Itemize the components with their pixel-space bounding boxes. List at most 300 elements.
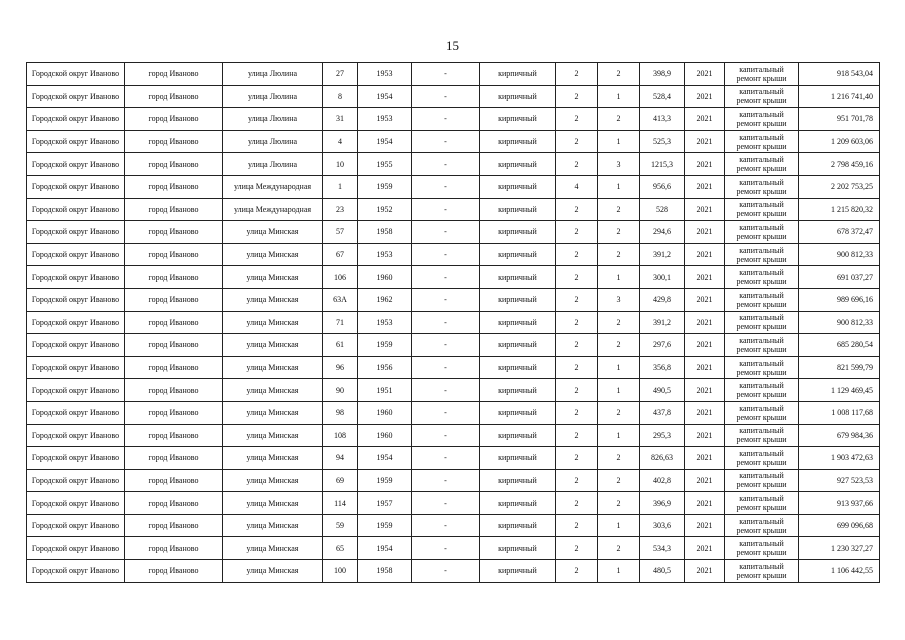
- cell-settlement: город Иваново: [125, 153, 223, 176]
- cell-settlement: город Иваново: [125, 334, 223, 357]
- cell-floors: 2: [556, 288, 598, 311]
- cell-municipality: Городской округ Иваново: [27, 514, 125, 537]
- cell-entrances: 1: [598, 514, 640, 537]
- cell-entrances: 1: [598, 560, 640, 583]
- cell-area: 480,5: [640, 560, 685, 583]
- cell-commission-year: -: [412, 379, 480, 402]
- cell-entrances: 2: [598, 108, 640, 131]
- cell-area: 534,3: [640, 537, 685, 560]
- cell-build-year: 1960: [358, 401, 412, 424]
- cell-municipality: Городской округ Иваново: [27, 492, 125, 515]
- cell-house-number: 71: [323, 311, 358, 334]
- cell-floors: 2: [556, 153, 598, 176]
- cell-cost: 913 937,66: [799, 492, 880, 515]
- cell-cost: 951 701,78: [799, 108, 880, 131]
- cell-street: улица Минская: [223, 221, 323, 244]
- cell-wall-material: кирпичный: [480, 356, 556, 379]
- cell-area: 398,9: [640, 63, 685, 86]
- cell-floors: 2: [556, 379, 598, 402]
- cell-cost: 1 209 603,06: [799, 130, 880, 153]
- cell-street: улица Минская: [223, 379, 323, 402]
- cell-cost: 989 696,16: [799, 288, 880, 311]
- cell-entrances: 1: [598, 266, 640, 289]
- cell-wall-material: кирпичный: [480, 379, 556, 402]
- cell-plan-year: 2021: [685, 356, 725, 379]
- cell-cost: 1 216 741,40: [799, 85, 880, 108]
- cell-street: улица Минская: [223, 537, 323, 560]
- cell-area: 391,2: [640, 311, 685, 334]
- cell-wall-material: кирпичный: [480, 108, 556, 131]
- table-row: [27, 334, 880, 357]
- cell-cost: 679 984,36: [799, 424, 880, 447]
- cell-commission-year: -: [412, 560, 480, 583]
- cell-municipality: Городской округ Иваново: [27, 311, 125, 334]
- cell-cost: 1 106 442,55: [799, 560, 880, 583]
- cell-commission-year: -: [412, 63, 480, 86]
- cell-municipality: Городской округ Иваново: [27, 63, 125, 86]
- cell-floors: 2: [556, 198, 598, 221]
- cell-street: улица Минская: [223, 334, 323, 357]
- table-row: [27, 221, 880, 244]
- cell-floors: 2: [556, 266, 598, 289]
- cell-floors: 2: [556, 63, 598, 86]
- cell-plan-year: 2021: [685, 175, 725, 198]
- cell-settlement: город Иваново: [125, 175, 223, 198]
- cell-plan-year: 2021: [685, 537, 725, 560]
- cell-street: улица Минская: [223, 266, 323, 289]
- cell-municipality: Городской округ Иваново: [27, 175, 125, 198]
- table-row: [27, 198, 880, 221]
- cell-cost: 2 798 459,16: [799, 153, 880, 176]
- table-row: [27, 469, 880, 492]
- cell-settlement: город Иваново: [125, 469, 223, 492]
- cell-municipality: Городской округ Иваново: [27, 469, 125, 492]
- cell-street: улица Люлина: [223, 130, 323, 153]
- cell-work-type: капитальный ремонт крыши: [725, 311, 799, 334]
- cell-plan-year: 2021: [685, 288, 725, 311]
- cell-municipality: Городской округ Иваново: [27, 560, 125, 583]
- cell-area: 490,5: [640, 379, 685, 402]
- cell-floors: 2: [556, 108, 598, 131]
- cell-wall-material: кирпичный: [480, 469, 556, 492]
- cell-street: улица Люлина: [223, 153, 323, 176]
- cell-municipality: Городской округ Иваново: [27, 243, 125, 266]
- cell-floors: 2: [556, 243, 598, 266]
- cell-wall-material: кирпичный: [480, 447, 556, 470]
- table-row: [27, 130, 880, 153]
- cell-municipality: Городской округ Иваново: [27, 447, 125, 470]
- cell-build-year: 1958: [358, 560, 412, 583]
- cell-floors: 2: [556, 311, 598, 334]
- cell-house-number: 65: [323, 537, 358, 560]
- cell-work-type: капитальный ремонт крыши: [725, 243, 799, 266]
- cell-commission-year: -: [412, 311, 480, 334]
- cell-work-type: капитальный ремонт крыши: [725, 447, 799, 470]
- cell-settlement: город Иваново: [125, 537, 223, 560]
- page-number: 15: [446, 38, 459, 53]
- cell-house-number: 1: [323, 175, 358, 198]
- cell-street: улица Минская: [223, 401, 323, 424]
- cell-build-year: 1962: [358, 288, 412, 311]
- cell-work-type: капитальный ремонт крыши: [725, 492, 799, 515]
- cell-work-type: капитальный ремонт крыши: [725, 356, 799, 379]
- cell-plan-year: 2021: [685, 130, 725, 153]
- cell-plan-year: 2021: [685, 221, 725, 244]
- cell-entrances: 2: [598, 243, 640, 266]
- cell-house-number: 67: [323, 243, 358, 266]
- cell-work-type: капитальный ремонт крыши: [725, 221, 799, 244]
- cell-entrances: 1: [598, 424, 640, 447]
- cell-work-type: капитальный ремонт крыши: [725, 153, 799, 176]
- cell-settlement: город Иваново: [125, 221, 223, 244]
- table-row: [27, 514, 880, 537]
- cell-street: улица Международная: [223, 175, 323, 198]
- cell-build-year: 1956: [358, 356, 412, 379]
- cell-area: 1215,3: [640, 153, 685, 176]
- cell-municipality: Городской округ Иваново: [27, 198, 125, 221]
- cell-cost: 918 543,04: [799, 63, 880, 86]
- cell-cost: 678 372,47: [799, 221, 880, 244]
- cell-floors: 4: [556, 175, 598, 198]
- cell-house-number: 100: [323, 560, 358, 583]
- cell-cost: 1 129 469,45: [799, 379, 880, 402]
- cell-settlement: город Иваново: [125, 130, 223, 153]
- cell-commission-year: -: [412, 243, 480, 266]
- cell-plan-year: 2021: [685, 424, 725, 447]
- cell-build-year: 1953: [358, 243, 412, 266]
- cell-entrances: 3: [598, 153, 640, 176]
- cell-plan-year: 2021: [685, 334, 725, 357]
- cell-area: 437,8: [640, 401, 685, 424]
- cell-floors: 2: [556, 514, 598, 537]
- cell-floors: 2: [556, 492, 598, 515]
- cell-street: улица Международная: [223, 198, 323, 221]
- cell-house-number: 106: [323, 266, 358, 289]
- cell-plan-year: 2021: [685, 266, 725, 289]
- cell-build-year: 1957: [358, 492, 412, 515]
- cell-settlement: город Иваново: [125, 266, 223, 289]
- cell-settlement: город Иваново: [125, 85, 223, 108]
- cell-settlement: город Иваново: [125, 401, 223, 424]
- cell-plan-year: 2021: [685, 63, 725, 86]
- cell-build-year: 1954: [358, 130, 412, 153]
- cell-house-number: 63А: [323, 288, 358, 311]
- cell-house-number: 27: [323, 63, 358, 86]
- cell-area: 396,9: [640, 492, 685, 515]
- cell-municipality: Городской округ Иваново: [27, 356, 125, 379]
- cell-entrances: 2: [598, 537, 640, 560]
- cell-wall-material: кирпичный: [480, 537, 556, 560]
- table-row: [27, 175, 880, 198]
- cell-entrances: 2: [598, 198, 640, 221]
- cell-plan-year: 2021: [685, 401, 725, 424]
- cell-house-number: 94: [323, 447, 358, 470]
- cell-cost: 685 280,54: [799, 334, 880, 357]
- cell-settlement: город Иваново: [125, 108, 223, 131]
- cell-municipality: Городской округ Иваново: [27, 153, 125, 176]
- cell-area: 528,4: [640, 85, 685, 108]
- cell-entrances: 2: [598, 469, 640, 492]
- cell-work-type: капитальный ремонт крыши: [725, 334, 799, 357]
- cell-commission-year: -: [412, 492, 480, 515]
- cell-house-number: 108: [323, 424, 358, 447]
- cell-street: улица Люлина: [223, 63, 323, 86]
- cell-entrances: 2: [598, 401, 640, 424]
- cell-area: 300,1: [640, 266, 685, 289]
- registry-table: [26, 62, 880, 583]
- cell-build-year: 1954: [358, 537, 412, 560]
- cell-house-number: 96: [323, 356, 358, 379]
- table-row: [27, 243, 880, 266]
- cell-area: 297,6: [640, 334, 685, 357]
- cell-wall-material: кирпичный: [480, 266, 556, 289]
- cell-cost: 699 096,68: [799, 514, 880, 537]
- cell-settlement: город Иваново: [125, 198, 223, 221]
- cell-plan-year: 2021: [685, 153, 725, 176]
- cell-wall-material: кирпичный: [480, 198, 556, 221]
- cell-area: 294,6: [640, 221, 685, 244]
- cell-house-number: 4: [323, 130, 358, 153]
- cell-floors: 2: [556, 334, 598, 357]
- cell-plan-year: 2021: [685, 469, 725, 492]
- table-row: [27, 85, 880, 108]
- cell-entrances: 2: [598, 63, 640, 86]
- cell-area: 295,3: [640, 424, 685, 447]
- cell-area: 391,2: [640, 243, 685, 266]
- cell-work-type: капитальный ремонт крыши: [725, 198, 799, 221]
- cell-house-number: 61: [323, 334, 358, 357]
- cell-area: 429,8: [640, 288, 685, 311]
- cell-build-year: 1959: [358, 514, 412, 537]
- cell-commission-year: -: [412, 447, 480, 470]
- cell-commission-year: -: [412, 356, 480, 379]
- table-row: [27, 266, 880, 289]
- cell-work-type: капитальный ремонт крыши: [725, 514, 799, 537]
- cell-build-year: 1953: [358, 63, 412, 86]
- cell-cost: 2 202 753,25: [799, 175, 880, 198]
- cell-commission-year: -: [412, 175, 480, 198]
- table-row: [27, 108, 880, 131]
- cell-plan-year: 2021: [685, 560, 725, 583]
- cell-settlement: город Иваново: [125, 447, 223, 470]
- cell-settlement: город Иваново: [125, 288, 223, 311]
- cell-wall-material: кирпичный: [480, 560, 556, 583]
- cell-area: 402,8: [640, 469, 685, 492]
- cell-build-year: 1959: [358, 334, 412, 357]
- cell-wall-material: кирпичный: [480, 424, 556, 447]
- cell-wall-material: кирпичный: [480, 514, 556, 537]
- cell-build-year: 1959: [358, 175, 412, 198]
- cell-floors: 2: [556, 469, 598, 492]
- cell-work-type: капитальный ремонт крыши: [725, 401, 799, 424]
- cell-plan-year: 2021: [685, 447, 725, 470]
- cell-floors: 2: [556, 560, 598, 583]
- cell-area: 356,8: [640, 356, 685, 379]
- cell-commission-year: -: [412, 108, 480, 131]
- cell-wall-material: кирпичный: [480, 221, 556, 244]
- table-row: [27, 401, 880, 424]
- cell-commission-year: -: [412, 424, 480, 447]
- cell-plan-year: 2021: [685, 492, 725, 515]
- cell-wall-material: кирпичный: [480, 63, 556, 86]
- table-row: [27, 560, 880, 583]
- cell-wall-material: кирпичный: [480, 153, 556, 176]
- table-row: [27, 379, 880, 402]
- cell-house-number: 31: [323, 108, 358, 131]
- cell-house-number: 23: [323, 198, 358, 221]
- cell-commission-year: -: [412, 469, 480, 492]
- cell-area: 303,6: [640, 514, 685, 537]
- cell-work-type: капитальный ремонт крыши: [725, 379, 799, 402]
- cell-entrances: 2: [598, 334, 640, 357]
- cell-settlement: город Иваново: [125, 243, 223, 266]
- cell-entrances: 1: [598, 356, 640, 379]
- cell-municipality: Городской округ Иваново: [27, 108, 125, 131]
- cell-entrances: 1: [598, 130, 640, 153]
- cell-cost: 900 812,33: [799, 311, 880, 334]
- cell-floors: 2: [556, 221, 598, 244]
- cell-municipality: Городской округ Иваново: [27, 537, 125, 560]
- cell-street: улица Минская: [223, 560, 323, 583]
- cell-house-number: 8: [323, 85, 358, 108]
- cell-area: 413,3: [640, 108, 685, 131]
- cell-street: улица Люлина: [223, 108, 323, 131]
- cell-entrances: 2: [598, 221, 640, 244]
- cell-municipality: Городской округ Иваново: [27, 85, 125, 108]
- cell-settlement: город Иваново: [125, 492, 223, 515]
- cell-settlement: город Иваново: [125, 311, 223, 334]
- cell-wall-material: кирпичный: [480, 492, 556, 515]
- cell-floors: 2: [556, 356, 598, 379]
- cell-commission-year: -: [412, 514, 480, 537]
- cell-street: улица Минская: [223, 288, 323, 311]
- cell-build-year: 1958: [358, 221, 412, 244]
- cell-work-type: капитальный ремонт крыши: [725, 108, 799, 131]
- cell-plan-year: 2021: [685, 243, 725, 266]
- cell-house-number: 69: [323, 469, 358, 492]
- cell-cost: 1 008 117,68: [799, 401, 880, 424]
- cell-street: улица Минская: [223, 424, 323, 447]
- cell-work-type: капитальный ремонт крыши: [725, 560, 799, 583]
- table-row: [27, 356, 880, 379]
- table-row: [27, 537, 880, 560]
- cell-cost: 1 215 820,32: [799, 198, 880, 221]
- cell-floors: 2: [556, 537, 598, 560]
- table-row: [27, 311, 880, 334]
- cell-street: улица Минская: [223, 356, 323, 379]
- cell-build-year: 1959: [358, 469, 412, 492]
- cell-work-type: капитальный ремонт крыши: [725, 175, 799, 198]
- table-body: [27, 63, 880, 583]
- cell-wall-material: кирпичный: [480, 130, 556, 153]
- cell-entrances: 2: [598, 492, 640, 515]
- cell-settlement: город Иваново: [125, 379, 223, 402]
- cell-work-type: капитальный ремонт крыши: [725, 288, 799, 311]
- cell-commission-year: -: [412, 266, 480, 289]
- cell-entrances: 2: [598, 311, 640, 334]
- cell-floors: 2: [556, 130, 598, 153]
- cell-commission-year: -: [412, 288, 480, 311]
- cell-work-type: капитальный ремонт крыши: [725, 130, 799, 153]
- cell-floors: 2: [556, 85, 598, 108]
- cell-street: улица Минская: [223, 469, 323, 492]
- cell-cost: 927 523,53: [799, 469, 880, 492]
- cell-floors: 2: [556, 401, 598, 424]
- cell-settlement: город Иваново: [125, 356, 223, 379]
- cell-build-year: 1951: [358, 379, 412, 402]
- cell-work-type: капитальный ремонт крыши: [725, 63, 799, 86]
- cell-plan-year: 2021: [685, 108, 725, 131]
- cell-floors: 2: [556, 424, 598, 447]
- cell-entrances: 1: [598, 175, 640, 198]
- cell-plan-year: 2021: [685, 198, 725, 221]
- table-row: [27, 153, 880, 176]
- table-row: [27, 447, 880, 470]
- cell-area: 528: [640, 198, 685, 221]
- cell-cost: 821 599,79: [799, 356, 880, 379]
- cell-house-number: 114: [323, 492, 358, 515]
- cell-area: 826,63: [640, 447, 685, 470]
- cell-street: улица Минская: [223, 492, 323, 515]
- cell-build-year: 1954: [358, 85, 412, 108]
- cell-entrances: 2: [598, 447, 640, 470]
- cell-house-number: 57: [323, 221, 358, 244]
- cell-commission-year: -: [412, 401, 480, 424]
- cell-municipality: Городской округ Иваново: [27, 288, 125, 311]
- cell-wall-material: кирпичный: [480, 311, 556, 334]
- cell-area: 525,3: [640, 130, 685, 153]
- cell-settlement: город Иваново: [125, 560, 223, 583]
- cell-plan-year: 2021: [685, 85, 725, 108]
- cell-municipality: Городской округ Иваново: [27, 424, 125, 447]
- cell-street: улица Люлина: [223, 85, 323, 108]
- table-row: [27, 492, 880, 515]
- table-row: [27, 424, 880, 447]
- cell-build-year: 1952: [358, 198, 412, 221]
- cell-area: 956,6: [640, 175, 685, 198]
- cell-settlement: город Иваново: [125, 424, 223, 447]
- cell-floors: 2: [556, 447, 598, 470]
- cell-settlement: город Иваново: [125, 514, 223, 537]
- cell-cost: 1 230 327,27: [799, 537, 880, 560]
- cell-build-year: 1960: [358, 266, 412, 289]
- cell-build-year: 1955: [358, 153, 412, 176]
- table-row: [27, 288, 880, 311]
- cell-commission-year: -: [412, 198, 480, 221]
- cell-entrances: 3: [598, 288, 640, 311]
- cell-work-type: капитальный ремонт крыши: [725, 424, 799, 447]
- cell-house-number: 59: [323, 514, 358, 537]
- cell-commission-year: -: [412, 221, 480, 244]
- cell-build-year: 1953: [358, 108, 412, 131]
- cell-commission-year: -: [412, 85, 480, 108]
- cell-build-year: 1953: [358, 311, 412, 334]
- cell-commission-year: -: [412, 537, 480, 560]
- table-row: [27, 63, 880, 86]
- cell-commission-year: -: [412, 153, 480, 176]
- cell-municipality: Городской округ Иваново: [27, 334, 125, 357]
- cell-cost: 1 903 472,63: [799, 447, 880, 470]
- cell-wall-material: кирпичный: [480, 85, 556, 108]
- cell-cost: 900 812,33: [799, 243, 880, 266]
- cell-wall-material: кирпичный: [480, 288, 556, 311]
- cell-wall-material: кирпичный: [480, 401, 556, 424]
- cell-street: улица Минская: [223, 243, 323, 266]
- cell-wall-material: кирпичный: [480, 243, 556, 266]
- cell-municipality: Городской округ Иваново: [27, 221, 125, 244]
- cell-work-type: капитальный ремонт крыши: [725, 469, 799, 492]
- cell-wall-material: кирпичный: [480, 175, 556, 198]
